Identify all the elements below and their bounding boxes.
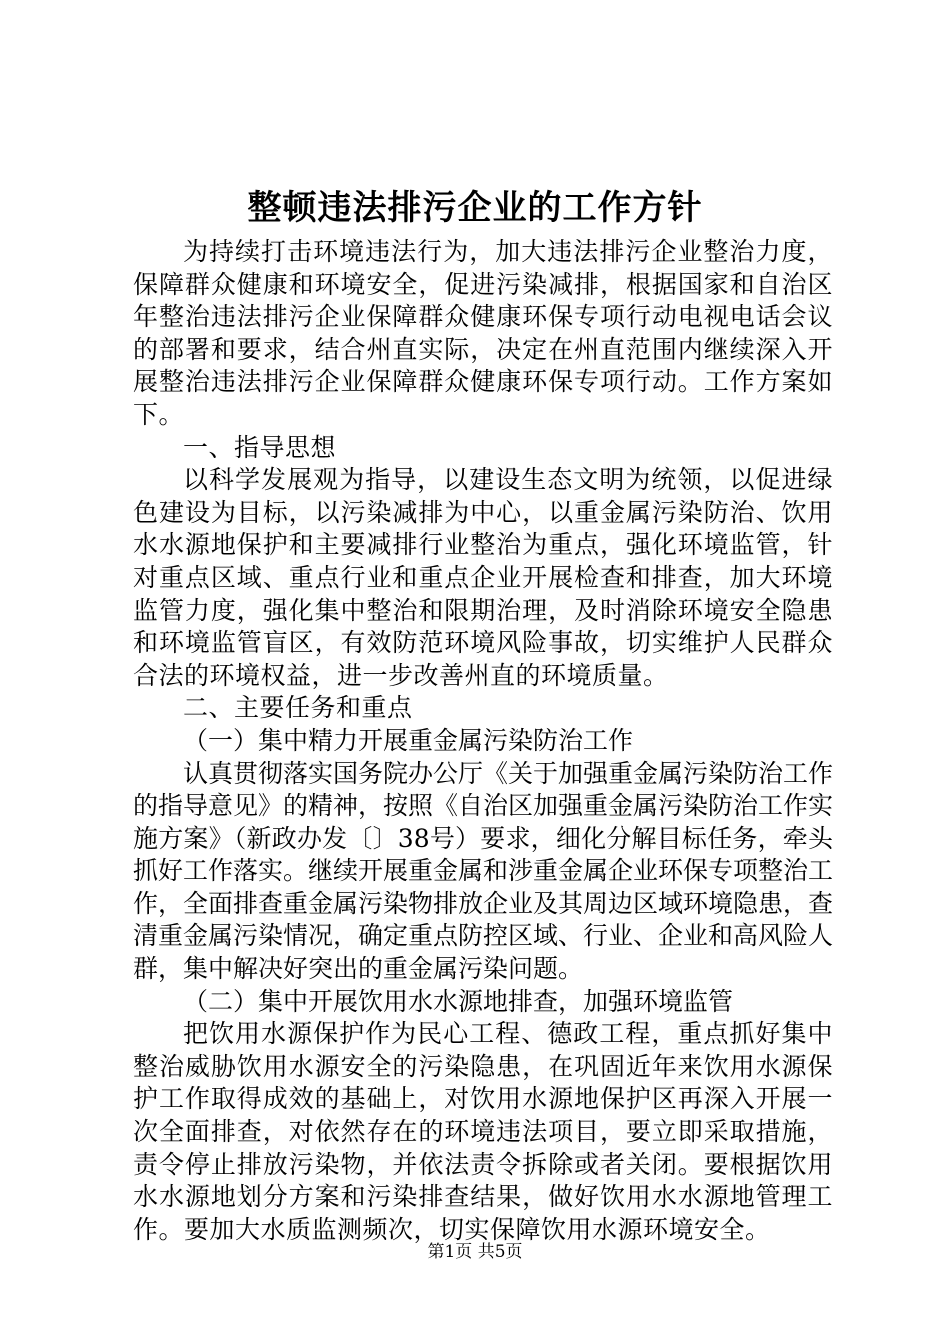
document-title: 整顿违法排污企业的工作方针 (247, 188, 703, 228)
subsection-heading-heavy-metal: （一）集中精力开展重金属污染防治工作 (183, 725, 634, 755)
intro-paragraph: 为持续打击环境违法行为，加大违法排污企业整治力度，保障群众健康和环境安全，促进污染减排，根据国家和自治区年整治违法排污企业保障群众健康环保专项行动电视电话会议的部署和要求，结合州直实际，决定在州直范围内继续深入开展整治违法排污企业保障群众健康环保专项行动。工作方案如下。 (133, 237, 833, 429)
heavy-metal-paragraph: 认真贯彻落实国务院办公厅《关于加强重金属污染防治工作的指导意见》的精神，按照《自治区加强重金属污染防治工作实施方案》（新政办发〔〕38号）要求，细化分解目标任务，牵头抓好工作落实。继续开展重金属和涉重金属企业环保专项整治工作，全面排查重金属污染物排放企业及其周边区域环境隐患，查清重金属污染情况，确定重点防控区域、行业、企业和高风险人群，集中解决好突出的重金属污染问题。 (133, 758, 834, 984)
section-heading-main-tasks: 二、主要任务和重点 (183, 693, 413, 723)
document-body (133, 236, 833, 1246)
drinking-water-paragraph: 把饮用水源保护作为民心工程、德政工程，重点抓好集中整治威胁饮用水源安全的污染隐患，在巩固近年来饮用水源保护工作取得成效的基础上，对饮用水源地保护区再深入开展一次全面排查，对依然存在的环境违法项目，要立即采取措施，责令停止排放污染物，并依法责令拆除或者关闭。要根据饮用水水源地划分方案和污染排查结果，做好饮用水水源地管理工作。要加大水质监测频次，切实保障饮用水源环境安全。 (133, 1019, 833, 1244)
page-number-footer: 第1页 共5页 (427, 1242, 523, 1262)
section-heading-guiding-ideology: 一、指导思想 (183, 432, 337, 462)
guiding-ideology-paragraph: 以科学发展观为指导，以建设生态文明为统领，以促进绿色建设为目标，以污染减排为中心，以重金属污染防治、饮用水水源地保护和主要减排行业整治为重点，强化环境监管，针对重点区域、重点行业和重点企业开展检查和排查，加大环境监管力度，强化集中整治和限期治理，及时消除环境安全隐患和环境监管盲区，有效防范环境风险事故，切实维护人民群众合法的环境权益，进一步改善州直的环境质量。 (133, 465, 833, 690)
subsection-heading-drinking-water: （二）集中开展饮用水水源地排查，加强环境监管 (183, 986, 734, 1016)
